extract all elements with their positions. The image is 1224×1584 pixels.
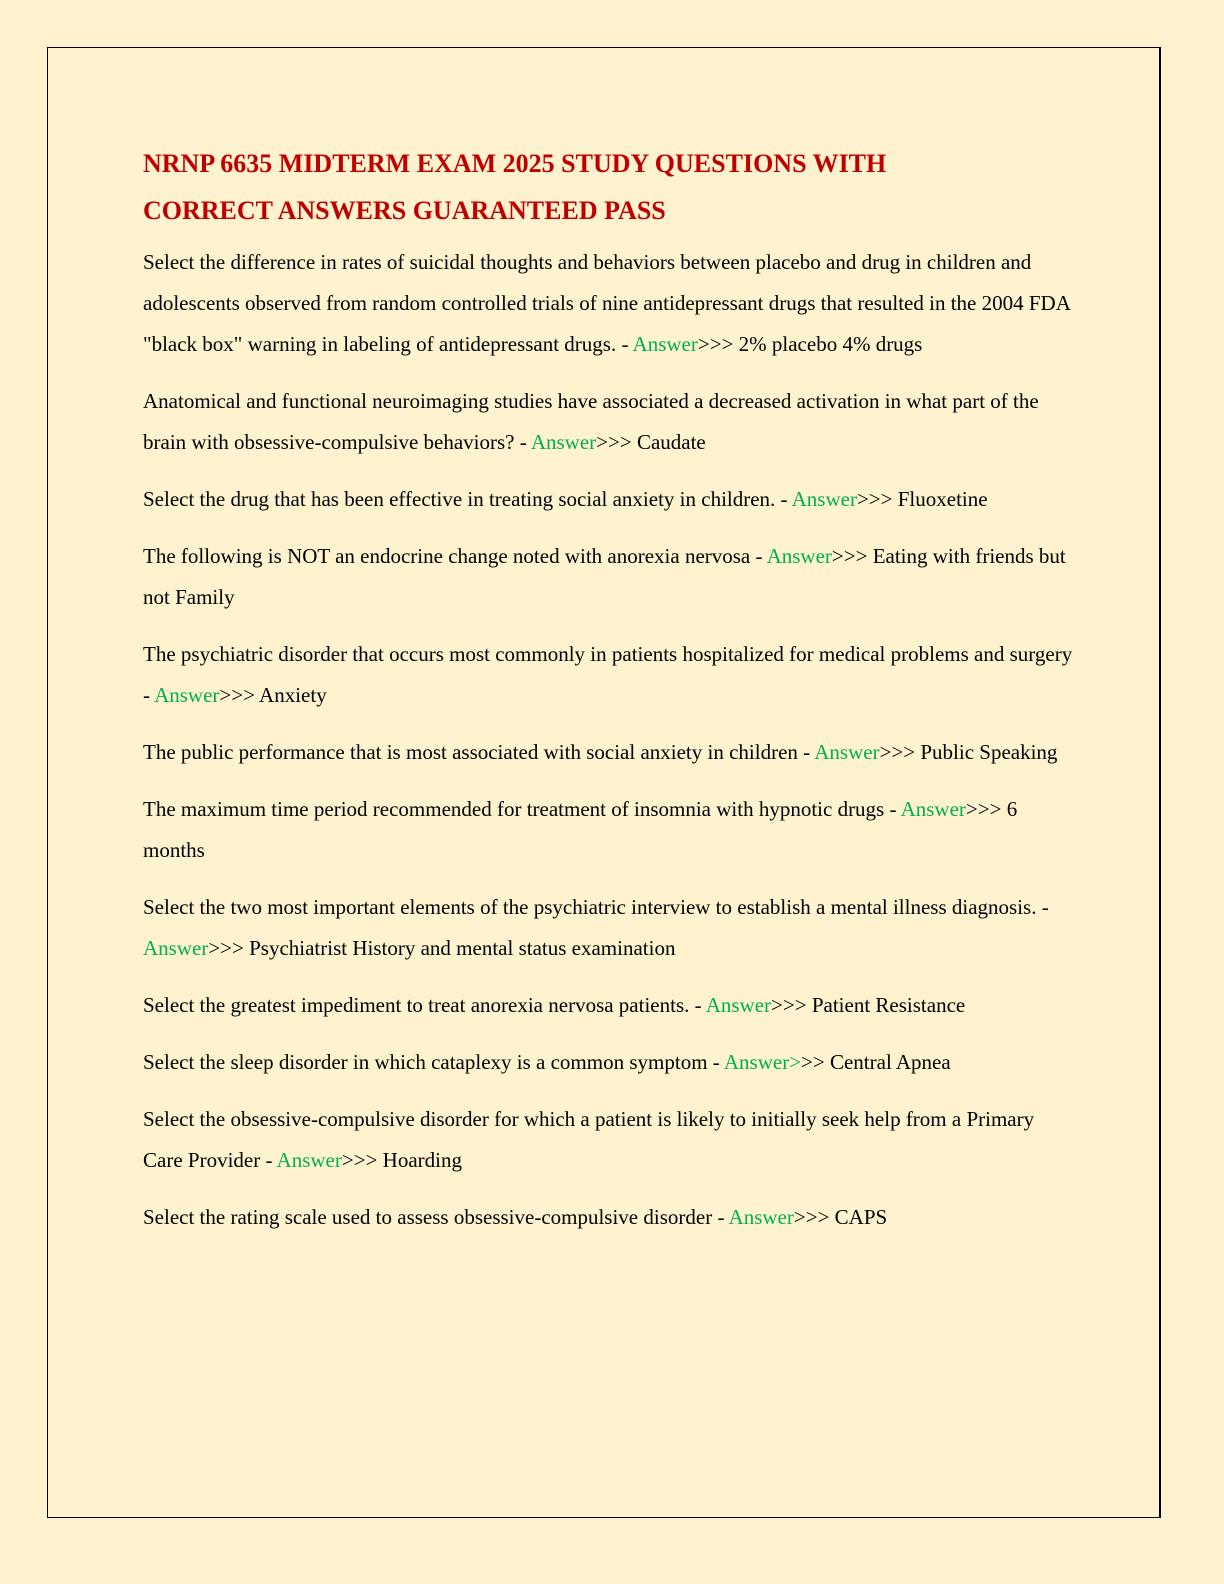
answer-text: CAPS [829,1205,888,1229]
question-text: The psychiatric disorder that occurs most commonly in patients hospitalized for medical problems and surgery - [143,642,1073,707]
question-text: Select the drug that has been effective in treating social anxiety in children. - [143,487,792,511]
question-text: Select the sleep disorder in which cataplexy is a common symptom - [143,1050,724,1074]
title-line-2: CORRECT ANSWERS GUARANTEED PASS [143,196,666,225]
answer-label: Answer [143,936,209,960]
question-text: Select the two most important elements of the psychiatric interview to establish a mental illness diagnosis. - [143,895,1049,919]
question-text: The following is NOT an endocrine change noted with anorexia nervosa - [143,544,767,568]
answer-label: Answer [814,740,880,764]
answer-arrows: >>> [596,430,632,454]
qa-item [143,1042,1078,1083]
qa-item [143,536,1078,618]
answer-text: 2% placebo 4% drugs [733,332,923,356]
qa-item [143,1099,1078,1181]
answer-label: Answer [900,797,966,821]
answer-label: Answer [705,993,772,1017]
document-title [143,140,1078,234]
qa-item [143,985,1078,1026]
answer-label: Answer [154,683,220,707]
answer-arrows: >>> [771,993,807,1017]
answer-label: Answer [632,332,698,356]
answer-text: Patient Resistance [806,993,966,1017]
answer-arrows: >>> [341,1148,378,1172]
answer-arrows: >>> [219,683,255,707]
answer-label: Answer [530,430,597,454]
qa-list [143,242,1078,1238]
answer-arrows: >>> [697,332,734,356]
qa-item [143,381,1078,463]
question-text: The maximum time period recommended for treatment of insomnia with hypnotic drugs - [143,797,901,821]
qa-item [143,479,1078,520]
qa-item [143,242,1078,365]
qa-item [143,1197,1078,1238]
answer-arrows: >>> [856,487,893,511]
qa-item [143,887,1078,969]
answer-text: Public Speaking [915,740,1058,764]
question-text: Select the difference in rates of suicidal thoughts and behaviors between placebo and drug in children and adolescents observed from random controlled trials of nine antidepressant drugs that resulted in the 2004 FDA "black box" warning in labeling of antidepressant drugs. - [143,250,1070,356]
answer-text: Psychiatrist History and mental status examination [243,936,676,960]
answer-label: Answer [728,1205,794,1229]
answer-text: Eating with friends but not Family [143,544,1066,609]
answer-arrows: >>> [208,936,244,960]
question-text: Select the greatest impediment to treat anorexia nervosa patients. - [143,993,706,1017]
answer-text: Central Apnea [824,1050,951,1074]
answer-text: 6 months [143,797,1018,862]
answer-arrows: >>> [793,1205,830,1229]
answer-arrows: >>> [879,740,916,764]
question-text: The public performance that is most associated with social anxiety in children - [143,740,815,764]
answer-text: Hoarding [377,1148,462,1172]
qa-item [143,634,1078,716]
document-body [143,140,1078,1254]
answer-text: Caudate [631,430,706,454]
question-text: Select the rating scale used to assess obsessive-compulsive disorder - [143,1205,729,1229]
answer-label: Answer> [723,1050,802,1074]
answer-text: Anxiety [254,683,327,707]
answer-arrows: >> [801,1050,825,1074]
question-text: Anatomical and functional neuroimaging studies have associated a decreased activation in what part of the brain with obsessive-compulsive behaviors? - [143,389,1039,454]
answer-label: Answer [791,487,857,511]
answer-label: Answer [276,1148,342,1172]
qa-item [143,732,1078,773]
answer-arrows: >>> [965,797,1002,821]
title-line-1: NRNP 6635 MIDTERM EXAM 2025 STUDY QUESTIONS WITH [143,149,887,178]
answer-label: Answer [766,544,832,568]
answer-text: Fluoxetine [892,487,988,511]
question-text: Select the obsessive-compulsive disorder for which a patient is likely to initially seek help from a Primary Care Provider - [143,1107,1035,1172]
qa-item [143,789,1078,871]
answer-arrows: >>> [831,544,868,568]
